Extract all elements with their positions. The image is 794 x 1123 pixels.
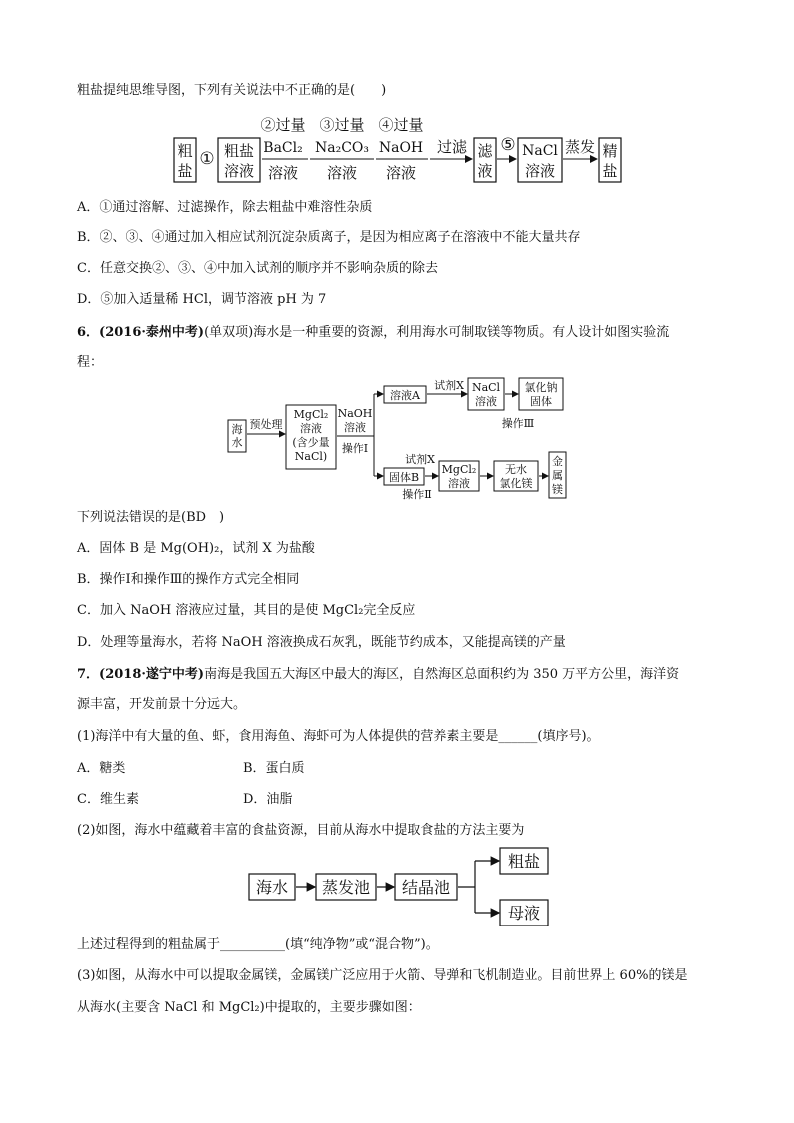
q6-solid-b: 固体B [388, 471, 420, 484]
q6-option-c: C．加入 NaOH 溶液应过量，其目的是使 MgCl₂完全反应 [77, 603, 416, 618]
q7-cryst-pool: 结晶池 [401, 878, 451, 897]
q7-source: (2018·遂宁中考) [99, 667, 205, 682]
q6-anhydrous-1: 无水 [505, 463, 527, 476]
q6-metal-mg-2: 属 [552, 469, 563, 482]
q5-s2-bottom: 溶液 [267, 164, 299, 182]
q6-nacl-solid-2: 固体 [530, 395, 552, 408]
q6-naoh-1: NaOH [337, 407, 373, 420]
q6-source: (2016·泰州中考) [99, 325, 205, 340]
q5-s3-reagent: Na₂CO₃ [314, 140, 370, 156]
q7-p1-option-c: C．维生素 [77, 792, 139, 807]
q5-option-d: D．⑤加入适量稀 HCl，调节溶液 pH 为 7 [77, 292, 327, 307]
q5-box-nacl-1: NaCl [522, 143, 558, 159]
q7-p1: (1)海洋中有大量的鱼、虾，食用海鱼、海虾可为人体提供的营养素主要是______(填序号)。 [77, 729, 600, 744]
q7-evap-pool: 蒸发池 [321, 878, 371, 897]
q5-box-sol-2: 溶液 [223, 162, 255, 180]
q5-s2-top: ②过量 [260, 116, 306, 134]
q5-s4-bottom: 溶液 [385, 164, 417, 182]
q6-mg-box-1: MgCl₂ [293, 408, 329, 421]
q6-type: (单双项) [204, 325, 254, 340]
q6-metal-mg-3: 镁 [552, 483, 563, 496]
q5-box-fine: 精盐 [602, 142, 618, 180]
q5-box-filtrate: 滤液 [477, 142, 493, 180]
q6-mgcl2-2: 溶液 [448, 477, 470, 490]
q5-option-a: A．①通过溶解、过滤操作，除去粗盐中难溶性杂质 [77, 200, 373, 215]
q6-solution-a: 溶液A [390, 389, 420, 402]
q5-box-sol-1: 粗盐 [223, 142, 255, 160]
q6-reagent-x-1: 试剂X [434, 379, 464, 392]
q6-question: 下列说法错误的是(BD ) [77, 510, 225, 525]
q6-stem-line1 [77, 324, 669, 342]
q6-nacl-1: NaCl [471, 381, 501, 394]
q7-mother-liquor: 母液 [507, 904, 541, 923]
q5-filter: 过滤 [436, 138, 468, 156]
q6-number: 6． [77, 325, 100, 340]
q7-number: 7． [77, 667, 100, 682]
q5-box-crude: 粗盐 [177, 142, 193, 180]
q7-stem-line1 [77, 666, 679, 684]
q7-p1-option-a: A．糖类 [77, 761, 126, 776]
q5-s4-top: ④过量 [378, 116, 424, 134]
q6-option-a: A．固体 B 是 Mg(OH)₂，试剂 X 为盐酸 [77, 541, 315, 556]
q7-p2-after: 上述过程得到的粗盐属于__________(填“纯净物”或“混合物”)。 [77, 937, 439, 952]
q7-seawater: 海水 [255, 878, 289, 897]
q5-s2-reagent: BaCl₂ [263, 140, 303, 156]
q6-mg-box-4: NaCl) [294, 450, 328, 463]
q5-s3-bottom: 溶液 [326, 164, 358, 182]
q6-stem-1: 海水是一种重要的资源，利用海水可制取镁等物质。有人设计如图实验流 [253, 325, 670, 340]
q6-reagent-x-2: 试剂X [405, 453, 435, 466]
q7-stem-2: 源丰富，开发前景十分远大。 [77, 697, 247, 712]
q6-seawater: 海水 [231, 423, 243, 449]
q6-nacl-2: 溶液 [475, 395, 497, 408]
q6-stem-2: 程： [77, 355, 104, 370]
q5-box-nacl-2: 溶液 [524, 162, 556, 180]
q7-p3-line1: (3)如图，从海水中可以提取金属镁，金属镁广泛应用于火箭、导弹和飞机制造业。目前世界上 60%的镁是 [77, 968, 688, 983]
q5-stem: 粗盐提纯思维导图，下列有关说法中不正确的是( ) [77, 83, 387, 98]
q6-op3: 操作Ⅲ [501, 417, 535, 430]
q7-salt-flow-diagram [247, 846, 557, 926]
q5-s4-reagent: NaOH [378, 140, 424, 156]
q6-metal-mg-1: 金 [552, 455, 563, 468]
q6-option-b: B．操作Ⅰ和操作Ⅲ的操作方式完全相同 [77, 572, 300, 587]
q5-evaporate: 蒸发 [564, 138, 596, 156]
q6-pretreat: 预处理 [249, 418, 283, 431]
q5-c5: ⑤ [500, 135, 516, 155]
q5-s3-top: ③过量 [319, 116, 365, 134]
q6-option-d: D．处理等量海水，若将 NaOH 溶液换成石灰乳，既能节约成本，又能提高镁的产量 [77, 635, 566, 650]
q7-stem-1: 南海是我国五大海区中最大的海区，自然海区总面积约为 350 万平方公里，海洋资 [204, 667, 680, 682]
q7-p1-option-d: D．油脂 [243, 792, 293, 807]
q5-option-c: C．任意交换②、③、④中加入试剂的顺序并不影响杂质的除去 [77, 261, 438, 276]
q5-flow-diagram [170, 112, 630, 187]
q7-p1-option-b: B．蛋白质 [243, 761, 305, 776]
q6-naoh-2: 溶液 [344, 421, 366, 434]
q6-flow-diagram [224, 372, 570, 502]
q6-mg-box-3: (含少量 [292, 436, 330, 449]
q6-mg-box-2: 溶液 [300, 422, 322, 435]
q7-p2: (2)如图，海水中蕴藏着丰富的食盐资源，目前从海水中提取食盐的方法主要为 [77, 823, 525, 838]
q5-option-b: B．②、③、④通过加入相应试剂沉淀杂质离子，是因为相应离子在溶液中不能大量共存 [77, 230, 581, 245]
q6-mgcl2-1: MgCl₂ [441, 463, 477, 476]
q5-c1: ① [199, 149, 215, 169]
q6-op1: 操作Ⅰ [341, 442, 369, 455]
q6-op2: 操作Ⅱ [402, 488, 432, 501]
q7-crude-salt: 粗盐 [507, 852, 541, 871]
q6-nacl-solid-1: 氯化钠 [524, 381, 558, 394]
q6-anhydrous-2: 氯化镁 [499, 477, 533, 490]
q7-p3-line2: 从海水(主要含 NaCl 和 MgCl₂)中提取的，主要步骤如图： [77, 1000, 421, 1015]
